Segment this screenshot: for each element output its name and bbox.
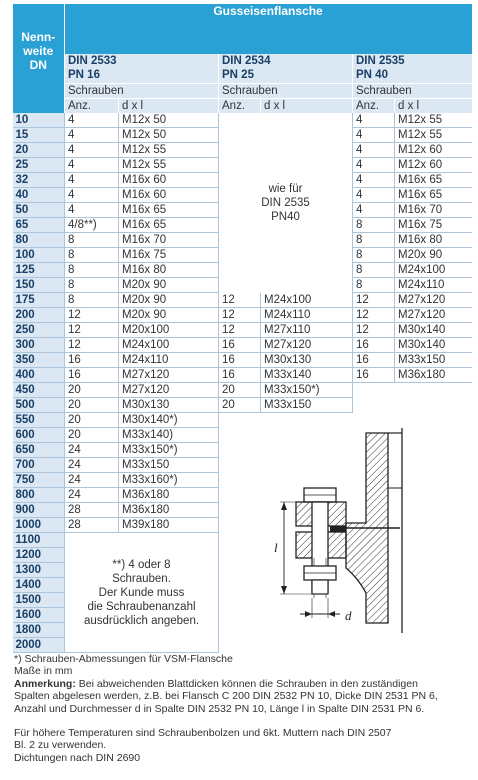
count-cell: 16 xyxy=(219,338,261,353)
dim-cell: M24x100 xyxy=(119,338,219,353)
dn-cell: 50 xyxy=(13,203,65,218)
dim-cell: M36x180 xyxy=(395,368,472,383)
count-cell: 4 xyxy=(353,188,395,203)
count-cell: 12 xyxy=(65,308,119,323)
dim-cell: M33x160*) xyxy=(119,473,219,488)
dn-cell: 300 xyxy=(13,338,65,353)
dn-cell: 125 xyxy=(13,263,65,278)
count-cell: 24 xyxy=(65,488,119,503)
footnotes xyxy=(14,653,470,764)
table-row xyxy=(13,338,472,353)
dn-cell: 65 xyxy=(13,218,65,233)
dn-cell: 900 xyxy=(13,503,65,518)
note-line2: Schrauben. xyxy=(112,572,171,585)
count-cell: 8 xyxy=(65,278,119,293)
count-cell: 16 xyxy=(353,353,395,368)
flange-bolt-drawing xyxy=(219,413,472,653)
table-row xyxy=(13,353,472,368)
dim-cell: M16x 65 xyxy=(395,173,472,188)
dim-cell: M27x120 xyxy=(395,308,472,323)
dim-cell: M33x140 xyxy=(261,368,353,383)
group-header-din2535: Schrauben xyxy=(353,83,472,98)
dim-cell: M12x 60 xyxy=(395,158,472,173)
dim-cell: M36x180 xyxy=(119,503,219,518)
dn-cell: 1100 xyxy=(13,533,65,548)
count-cell: 20 xyxy=(65,413,119,428)
count-cell: 20 xyxy=(219,383,261,398)
count-cell: 20 xyxy=(219,398,261,413)
dim-cell: M33x150*) xyxy=(119,443,219,458)
dim-cell: M12x 55 xyxy=(119,143,219,158)
table-row xyxy=(13,368,472,383)
count-cell: 8 xyxy=(65,263,119,278)
dn-cell: 1500 xyxy=(13,593,65,608)
count-cell: 16 xyxy=(219,368,261,383)
standard-din2535 xyxy=(353,54,472,83)
dn-cell: 800 xyxy=(13,488,65,503)
dn-cell: 650 xyxy=(13,443,65,458)
dim-cell: M30x140 xyxy=(395,338,472,353)
dim-header-din2533: d x l xyxy=(119,98,219,113)
count-cell: 4 xyxy=(353,128,395,143)
flange-bolt-table xyxy=(12,4,472,653)
count-cell: 28 xyxy=(65,518,119,533)
note-line1: **) 4 oder 8 xyxy=(112,558,171,571)
dn-cell: 32 xyxy=(13,173,65,188)
dim-cell: M27x120 xyxy=(119,383,219,398)
dn-cell: 1300 xyxy=(13,563,65,578)
dim-cell: M16x 70 xyxy=(395,203,472,218)
count-cell: 4 xyxy=(353,143,395,158)
dn-cell: 2000 xyxy=(13,638,65,653)
standard-din2534-pn: PN 25 xyxy=(222,69,254,82)
dim-cell: M20x 90 xyxy=(119,293,219,308)
dim-cell: M16x 65 xyxy=(119,218,219,233)
group-header-din2534: Schrauben xyxy=(219,83,353,98)
standard-din2535-pn: PN 40 xyxy=(356,69,388,82)
table-title: Gusseisenflansche xyxy=(65,4,472,54)
bolt-count-note xyxy=(65,533,219,653)
dim-cell: M33x150 xyxy=(395,353,472,368)
empty-cell xyxy=(395,383,472,398)
dn-cell: 100 xyxy=(13,248,65,263)
count-cell: 4 xyxy=(65,158,119,173)
dim-cell: M24x110 xyxy=(395,278,472,293)
note-line3: Der Kunde muss xyxy=(98,586,185,599)
footnote-gaskets: Dichtungen nach DIN 2690 xyxy=(14,751,141,764)
note-line5: ausdrücklich angeben. xyxy=(83,614,200,627)
count-cell: 8 xyxy=(353,278,395,293)
empty-cell xyxy=(395,398,472,413)
dim-cell: M16x 60 xyxy=(119,173,219,188)
remark-text: Bei abweichenden Blattdicken können die Schrauben in den zuständigen xyxy=(75,677,418,690)
dim-cell: M39x180 xyxy=(119,518,219,533)
dim-header-din2534: d x l xyxy=(261,98,353,113)
dim-cell: M27x120 xyxy=(261,338,353,353)
table-row xyxy=(13,323,472,338)
dim-cell: M16x 65 xyxy=(395,188,472,203)
dn-cell: 1000 xyxy=(13,518,65,533)
dim-cell: M24x110 xyxy=(261,308,353,323)
count-cell: 12 xyxy=(219,293,261,308)
dim-cell: M20x 90 xyxy=(119,308,219,323)
dn-cell: 1400 xyxy=(13,578,65,593)
dim-cell: M30x140 xyxy=(395,323,472,338)
count-cell: 4 xyxy=(65,128,119,143)
dn-header-line2: weite xyxy=(23,44,54,58)
dim-cell: M12x 55 xyxy=(119,158,219,173)
count-cell: 4 xyxy=(353,113,395,128)
table-row xyxy=(13,293,472,308)
count-cell: 16 xyxy=(353,368,395,383)
table-row xyxy=(13,308,472,323)
same-as-line3: PN40 xyxy=(271,210,300,223)
dim-cell: M12x 55 xyxy=(395,113,472,128)
table-row xyxy=(13,383,472,398)
dim-cell: M16x 70 xyxy=(119,233,219,248)
count-cell: 24 xyxy=(65,473,119,488)
dn-cell: 200 xyxy=(13,308,65,323)
remark-label: Anmerkung: xyxy=(14,677,76,690)
standard-din2533 xyxy=(65,54,219,83)
count-cell: 4 xyxy=(353,203,395,218)
dn-cell: 700 xyxy=(13,458,65,473)
count-cell: 24 xyxy=(65,443,119,458)
standard-din2533-pn: PN 16 xyxy=(68,69,100,82)
count-cell: 8 xyxy=(353,248,395,263)
dn-cell: 250 xyxy=(13,323,65,338)
count-cell: 4 xyxy=(353,173,395,188)
same-as-line1: wie für xyxy=(268,182,303,195)
dim-cell: M20x 90 xyxy=(395,248,472,263)
dn-cell: 1800 xyxy=(13,623,65,638)
dn-cell: 40 xyxy=(13,188,65,203)
dn-cell: 500 xyxy=(13,398,65,413)
dim-cell: M36x180 xyxy=(119,488,219,503)
count-cell: 20 xyxy=(65,383,119,398)
empty-cell xyxy=(353,383,395,398)
dn-subheader-blank xyxy=(13,98,65,113)
footnote-units: Maße in mm xyxy=(14,665,73,678)
dim-cell: M33x150 xyxy=(261,398,353,413)
dim-cell: M27x110 xyxy=(261,323,353,338)
table-row xyxy=(13,398,472,413)
standard-din2534 xyxy=(219,54,353,83)
count-cell: 8 xyxy=(65,233,119,248)
same-as-line2: DIN 2535 xyxy=(261,196,310,209)
count-cell: 20 xyxy=(65,398,119,413)
count-header-din2535: Anz. xyxy=(353,98,395,113)
dim-cell: M12x 55 xyxy=(395,128,472,143)
diameter-label: d xyxy=(345,607,352,623)
dim-cell: M12x 50 xyxy=(119,128,219,143)
dn-cell: 20 xyxy=(13,143,65,158)
dn-cell: 350 xyxy=(13,353,65,368)
dim-cell: M12x 60 xyxy=(395,143,472,158)
standard-din2535-name: DIN 2535 xyxy=(356,55,405,68)
dn-column-header xyxy=(13,4,65,98)
dim-cell: M20x 90 xyxy=(119,278,219,293)
count-cell: 8 xyxy=(353,263,395,278)
dn-cell: 750 xyxy=(13,473,65,488)
count-cell: 8 xyxy=(353,233,395,248)
dim-cell: M20x100 xyxy=(119,323,219,338)
dim-cell: M33x150 xyxy=(119,458,219,473)
dim-cell: M16x 80 xyxy=(395,233,472,248)
count-cell: 4 xyxy=(353,158,395,173)
dim-cell: M16x 80 xyxy=(119,263,219,278)
footnote-remark-2: Spalten abgelesen werden, z.B. bei Flansch C 200 DIN 2532 PN 10, Dicke DIN 2531 PN 6, xyxy=(14,690,438,703)
count-cell: 4 xyxy=(65,143,119,158)
dn-cell: 150 xyxy=(13,278,65,293)
count-cell: 24 xyxy=(65,458,119,473)
dn-header-line3: DN xyxy=(29,58,47,72)
count-cell: 12 xyxy=(219,308,261,323)
dn-cell: 450 xyxy=(13,383,65,398)
dim-cell: M16x 60 xyxy=(119,188,219,203)
dn-cell: 400 xyxy=(13,368,65,383)
footnote-vsm: *) Schrauben-Abmessungen für VSM-Flansche xyxy=(14,653,233,665)
count-cell: 8 xyxy=(353,218,395,233)
dim-cell: M24x110 xyxy=(119,353,219,368)
dn-cell: 1200 xyxy=(13,548,65,563)
dim-cell: M16x 75 xyxy=(395,218,472,233)
dim-cell: M24x100 xyxy=(395,263,472,278)
dim-cell: M33x150*) xyxy=(261,383,353,398)
flange-bolt-drawing-icon xyxy=(270,428,420,638)
count-cell: 16 xyxy=(219,353,261,368)
count-cell: 4 xyxy=(65,203,119,218)
count-cell: 12 xyxy=(65,338,119,353)
dim-cell: M27x120 xyxy=(119,368,219,383)
footnote-temperature: Für höhere Temperaturen sind Schraubenbolzen und 6kt. Muttern nach DIN 2507 xyxy=(14,727,392,740)
same-as-din2535-note xyxy=(219,113,353,293)
count-cell: 4 xyxy=(65,188,119,203)
dn-cell: 175 xyxy=(13,293,65,308)
dim-cell: M24x100 xyxy=(261,293,353,308)
count-cell: 8 xyxy=(65,248,119,263)
count-cell: 4 xyxy=(65,113,119,128)
count-cell: 8 xyxy=(65,293,119,308)
dim-cell: M30x130 xyxy=(261,353,353,368)
count-cell: 16 xyxy=(353,338,395,353)
count-cell: 28 xyxy=(65,503,119,518)
count-cell: 16 xyxy=(65,368,119,383)
note-line4: die Schraubenanzahl xyxy=(87,600,196,613)
count-cell: 12 xyxy=(219,323,261,338)
dim-cell: M27x120 xyxy=(395,293,472,308)
count-cell: 12 xyxy=(353,293,395,308)
table-row xyxy=(13,113,472,128)
count-header-din2533: Anz. xyxy=(65,98,119,113)
dim-cell: M30x130 xyxy=(119,398,219,413)
count-cell: 12 xyxy=(353,308,395,323)
dn-cell: 1600 xyxy=(13,608,65,623)
dim-cell: M30x140*) xyxy=(119,413,219,428)
dn-cell: 15 xyxy=(13,128,65,143)
dn-cell: 10 xyxy=(13,113,65,128)
dim-cell: M12x 50 xyxy=(119,113,219,128)
standard-din2534-name: DIN 2534 xyxy=(222,55,271,68)
length-label: l xyxy=(274,539,278,555)
count-header-din2534: Anz. xyxy=(219,98,261,113)
dn-cell: 25 xyxy=(13,158,65,173)
dim-cell: M16x 75 xyxy=(119,248,219,263)
standard-din2533-name: DIN 2533 xyxy=(68,55,117,68)
count-cell: 4 xyxy=(65,173,119,188)
dim-cell: M16x 65 xyxy=(119,203,219,218)
group-header-din2533: Schrauben xyxy=(65,83,219,98)
footnote-remark xyxy=(14,678,470,690)
count-cell: 4/8**) xyxy=(65,218,119,233)
dim-cell: M33x140) xyxy=(119,428,219,443)
footnote-remark-3: Anzahl und Durchmesser d in Spalte DIN 2532 PN 10, Länge l in Spalte DIN 2531 PN 6. xyxy=(14,702,425,715)
dn-cell: 80 xyxy=(13,233,65,248)
footnote-temperature-2: Bl. 2 zu verwenden. xyxy=(14,739,107,752)
dim-header-din2535: d x l xyxy=(395,98,472,113)
table-row xyxy=(13,413,472,428)
empty-cell xyxy=(353,398,395,413)
dn-cell: 600 xyxy=(13,428,65,443)
dn-cell: 550 xyxy=(13,413,65,428)
dn-header-line1: Nenn- xyxy=(21,30,56,44)
count-cell: 12 xyxy=(353,323,395,338)
count-cell: 16 xyxy=(65,353,119,368)
count-cell: 20 xyxy=(65,428,119,443)
count-cell: 12 xyxy=(65,323,119,338)
